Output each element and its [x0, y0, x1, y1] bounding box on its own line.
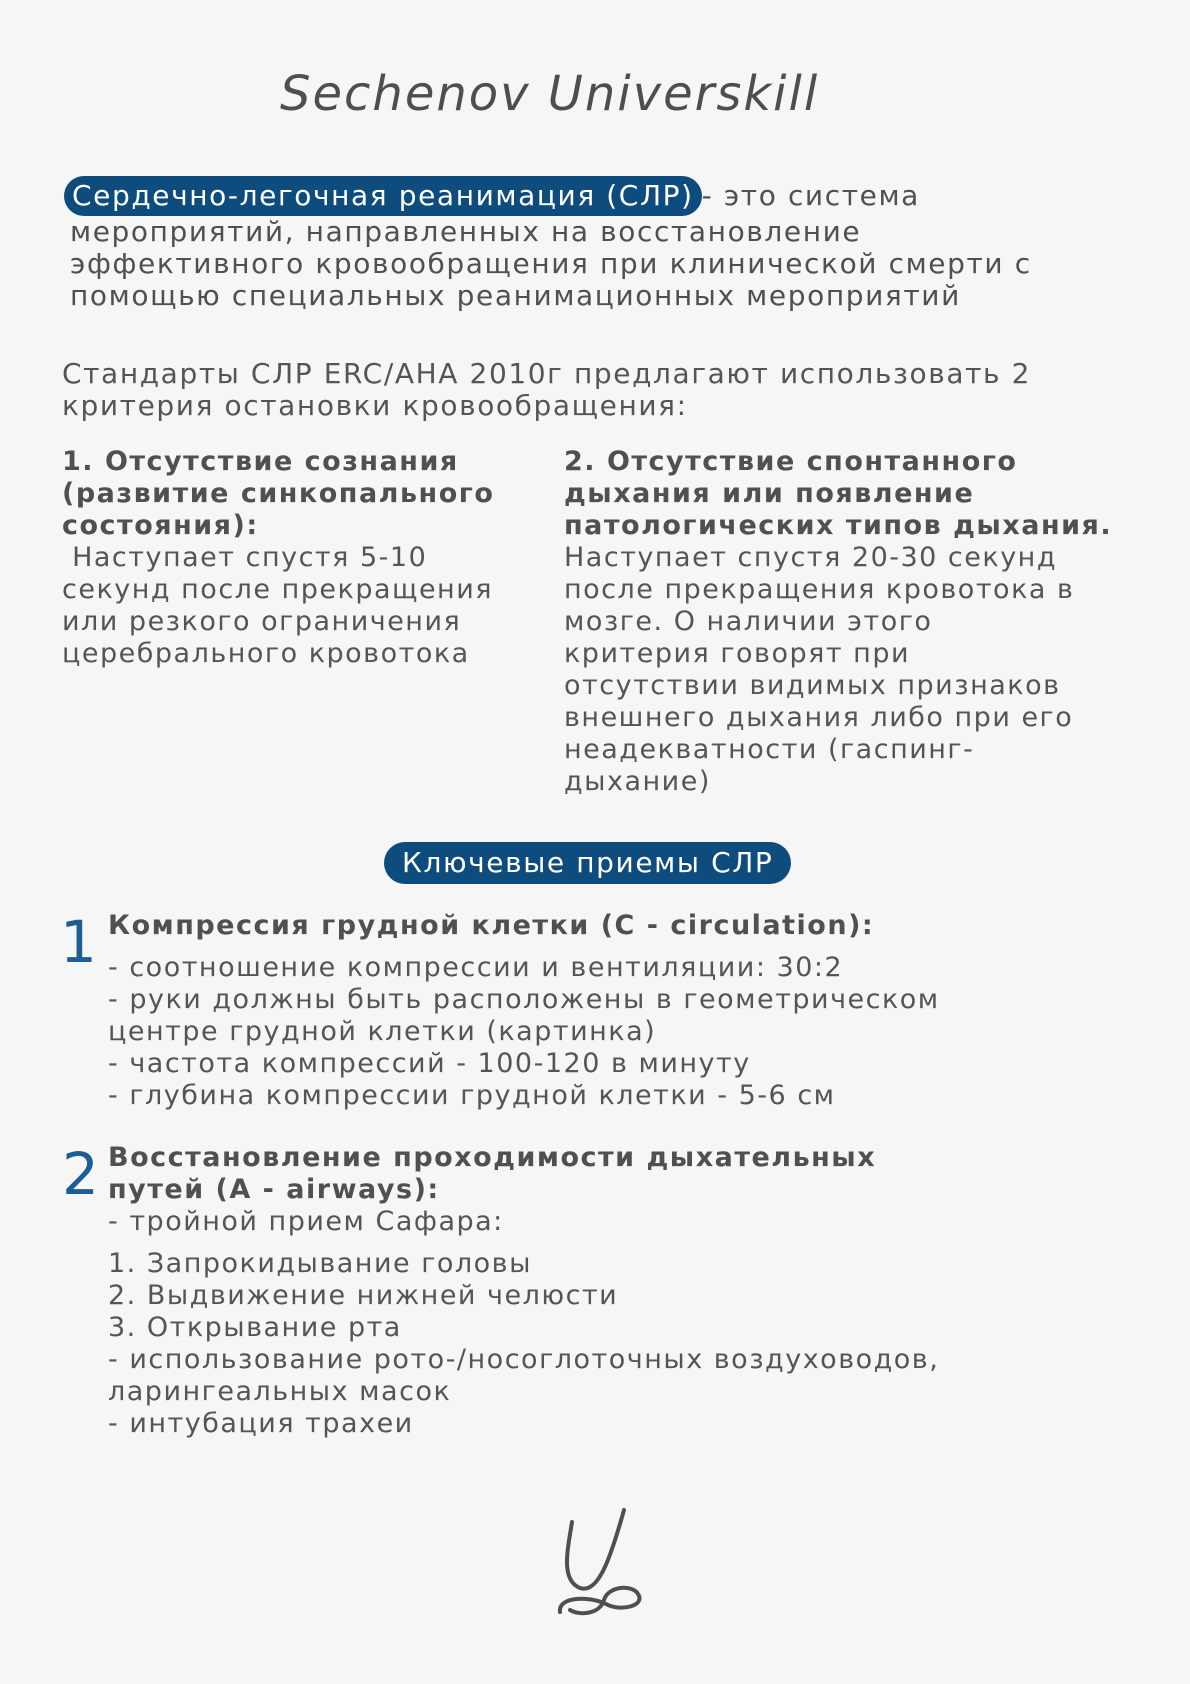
step-compression	[108, 910, 1148, 1112]
criterion-left-text-3: или резкого ограничения	[62, 606, 462, 637]
standards-line-2: критерия остановки кровообращения:	[62, 389, 688, 422]
criterion-left-title-2: (развитие синкопального	[62, 478, 495, 509]
step-2-line-2: 2. Выдвижение нижней челюсти	[108, 1280, 619, 1311]
step-1-line-1: - соотношение компрессии и вентиляции: 30:2	[108, 952, 844, 983]
step-airways	[108, 1142, 1148, 1440]
step-number-1: 1	[60, 908, 97, 976]
step-2-line-6: - интубация трахеи	[108, 1408, 414, 1439]
criterion-left-text-2: секунд после прекращения	[62, 574, 493, 605]
intro-line-3: эффективного кровообращения при клинической смерти с	[70, 247, 1032, 280]
criterion-right-text-8: дыхание)	[564, 766, 711, 797]
standards-line-1: Стандарты СЛР ERC/AHA 2010г предлагают использовать 2	[62, 357, 1032, 390]
step-2-line-4: - использование рото-/носоглоточных воздуховодов,	[108, 1344, 940, 1375]
step-1-line-5: - глубина компрессии грудной клетки - 5-6 см	[108, 1080, 836, 1111]
intro-definition	[64, 176, 1124, 312]
criterion-right-text-5: отсутствии видимых признаков	[564, 670, 1061, 701]
step-2-line-5: ларингеальных масок	[108, 1376, 452, 1407]
intro-line-4: помощью специальных реанимационных мероприятий	[70, 279, 961, 312]
criterion-right-title-2: дыхания или появление	[564, 478, 975, 509]
step-1-title: Компрессия грудной клетки (C - circulation):	[108, 910, 875, 941]
criterion-right-text-1: Наступает спустя 20-30 секунд	[564, 542, 1057, 573]
criterion-right-text-7: неадекватности (гаспинг-	[564, 734, 975, 765]
key-section-label: Ключевые приемы СЛР	[384, 842, 791, 884]
criterion-right-text-4: критерия говорят при	[564, 638, 911, 669]
standards-paragraph	[62, 358, 1142, 422]
criterion-left-title-3: состояния):	[62, 510, 259, 541]
criterion-right-text-6: внешнего дыхания либо при его	[564, 702, 1074, 733]
step-1-line-2: - руки должны быть расположены в геометрическом	[108, 984, 940, 1015]
criterion-right-title-1: 2. Отсутствие спонтанного	[564, 446, 1018, 477]
criterion-left-text-4: церебрального кровотока	[62, 638, 470, 669]
intro-line-1	[64, 176, 1124, 216]
step-2-title-1: Восстановление проходимости дыхательных	[108, 1142, 877, 1173]
brand-title: Sechenov Universkill	[280, 66, 820, 122]
step-2-spacer	[108, 1238, 1148, 1248]
intro-line-2: мероприятий, направленных на восстановление	[70, 215, 862, 248]
step-2-line-3: 3. Открывание рта	[108, 1312, 402, 1343]
criterion-left-title-1: 1. Отсутствие сознания	[62, 446, 459, 477]
criterion-right-title-3: патологических типов дыхания.	[564, 510, 1113, 541]
term-highlight: Сердечно-легочная реанимация (СЛР)	[64, 176, 702, 216]
criterion-left-text-1: Наступает спустя 5-10	[62, 542, 428, 573]
criterion-breathing	[564, 446, 1154, 798]
step-number-2: 2	[62, 1140, 99, 1208]
step-2-intro: - тройной прием Сафара:	[108, 1206, 504, 1237]
key-section-heading	[384, 842, 791, 884]
intro-line-1-rest: - это система	[701, 179, 920, 212]
step-2-title-2: путей (A - airways):	[108, 1174, 440, 1205]
criterion-right-text-2: после прекращения кровотока в	[564, 574, 1075, 605]
criterion-consciousness	[62, 446, 562, 670]
criterion-right-text-3: мозге. О наличии этого	[564, 606, 933, 637]
step-1-line-4: - частота компрессий - 100-120 в минуту	[108, 1048, 751, 1079]
step-1-line-3: центре грудной клетки (картинка)	[108, 1016, 657, 1047]
step-2-line-1: 1. Запрокидывание головы	[108, 1248, 532, 1279]
us-logo-icon	[550, 1500, 660, 1620]
